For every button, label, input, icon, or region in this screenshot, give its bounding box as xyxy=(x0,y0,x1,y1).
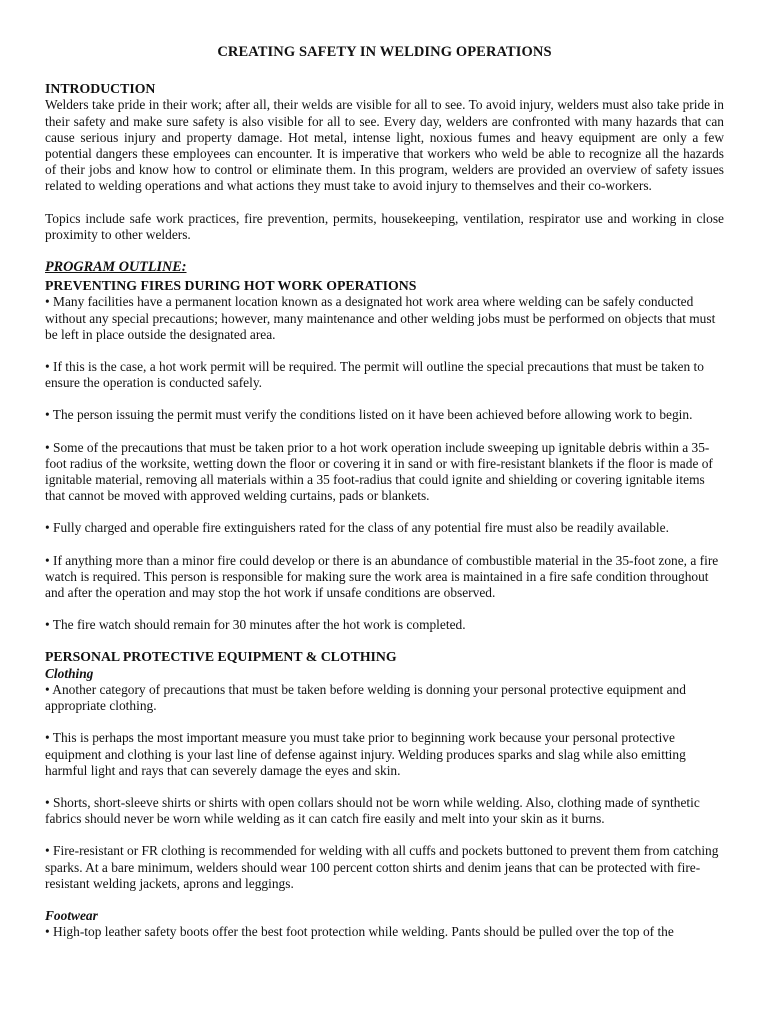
introduction-paragraph: Welders take pride in their work; after all, their welds are visible for all to see. To avoid injury, welders must also take pride in their safety and make sure safety is also visible for all to see. Every day, welders are confronted with many hazards that can cause serious injury and property damage. Hot metal, intense light, noxious fumes and heavy equipment are only a few potential dangers these employees can encounter. It is imperative that workers who weld be able to recognize all the hazards of their jobs and know how to control or eliminate them. In this program, welders are provided an overview of safety issues related to welding operations and what actions they must take to avoid injury to themselves and their co-workers. xyxy=(45,97,724,194)
list-item: • Another category of precautions that must be taken before welding is donning your personal protective equipment and appropriate clothing. xyxy=(45,681,686,714)
list-item: • If this is the case, a hot work permit will be required. The permit will outline the special precautions that must be taken to ensure the operation is conducted safely. xyxy=(45,359,704,391)
fires-section-heading: PREVENTING FIRES DURING HOT WORK OPERATIONS xyxy=(45,278,417,294)
list-item: • Fire-resistant or FR clothing is recommended for welding with all cuffs and pockets buttoned to prevent them from catching sparks. At a bare minimum, welders should wear 100 percent cotton shirts and denim jeans that can be protected with fire-resistant welding jackets, aprons and leggings. xyxy=(45,843,719,891)
list-item: • Some of the precautions that must be taken prior to a hot work operation include sweeping up ignitable debris within a 35-foot radius of the worksite, wetting down the floor or covering it in sand or with fire-resistant blankets if the floor is made of ignitable material, removing all materials within a 35 foot-radius that could ignite and shielding or covering ignitable items that cannot be moved with approved welding curtains, pads or blankets. xyxy=(45,439,713,504)
list-item: • The fire watch should remain for 30 minutes after the hot work is completed. xyxy=(45,617,466,633)
program-outline-heading: PROGRAM OUTLINE: xyxy=(45,259,187,276)
list-item: • Shorts, short-sleeve shirts or shirts with open collars should not be worn while welding. Also, clothing made of synthetic fabrics should never be worn while welding as it can catch fire easily and melt into your skin as it burns. xyxy=(45,794,700,827)
list-item: • Fully charged and operable fire extinguishers rated for the class of any potential fire must also be readily available. xyxy=(45,520,669,536)
ppe-section-heading: PERSONAL PROTECTIVE EQUIPMENT & CLOTHING xyxy=(45,649,397,665)
list-item: • The person issuing the permit must verify the conditions listed on it have been achieved before allowing work to begin. xyxy=(45,407,693,423)
clothing-subheading: Clothing xyxy=(45,665,94,681)
document-title: CREATING SAFETY IN WELDING OPERATIONS xyxy=(217,44,552,60)
list-item: • If anything more than a minor fire could develop or there is an abundance of combustible material in the 35-foot zone, a fire watch is required. This person is responsible for making sure the work area is maintained in a fire safe condition throughout and after the operation and may stop the hot work if unsafe conditions are observed. xyxy=(45,552,719,601)
topics-paragraph: Topics include safe work practices, fire prevention, permits, housekeeping, ventilation, respirator use and working in close proximity to other welders. xyxy=(45,210,724,242)
list-item: • High-top leather safety boots offer the best foot protection while welding. Pants should be pulled over the top of the xyxy=(45,924,674,940)
introduction-heading: INTRODUCTION xyxy=(45,81,156,97)
list-item: • This is perhaps the most important measure you must take prior to beginning work because your personal protective equipment and clothing is your last line of defense against injury. Welding produces sparks and slag while also emitting harmful light and rays that can severely damage the eyes and skin. xyxy=(45,730,686,778)
list-item: • Many facilities have a permanent location known as a designated hot work area where welding can be safely conducted without any special precautions; however, many maintenance and other welding jobs must be performed on objects that must be left in place outside the designated area. xyxy=(45,294,716,342)
footwear-subheading: Footwear xyxy=(45,907,98,923)
